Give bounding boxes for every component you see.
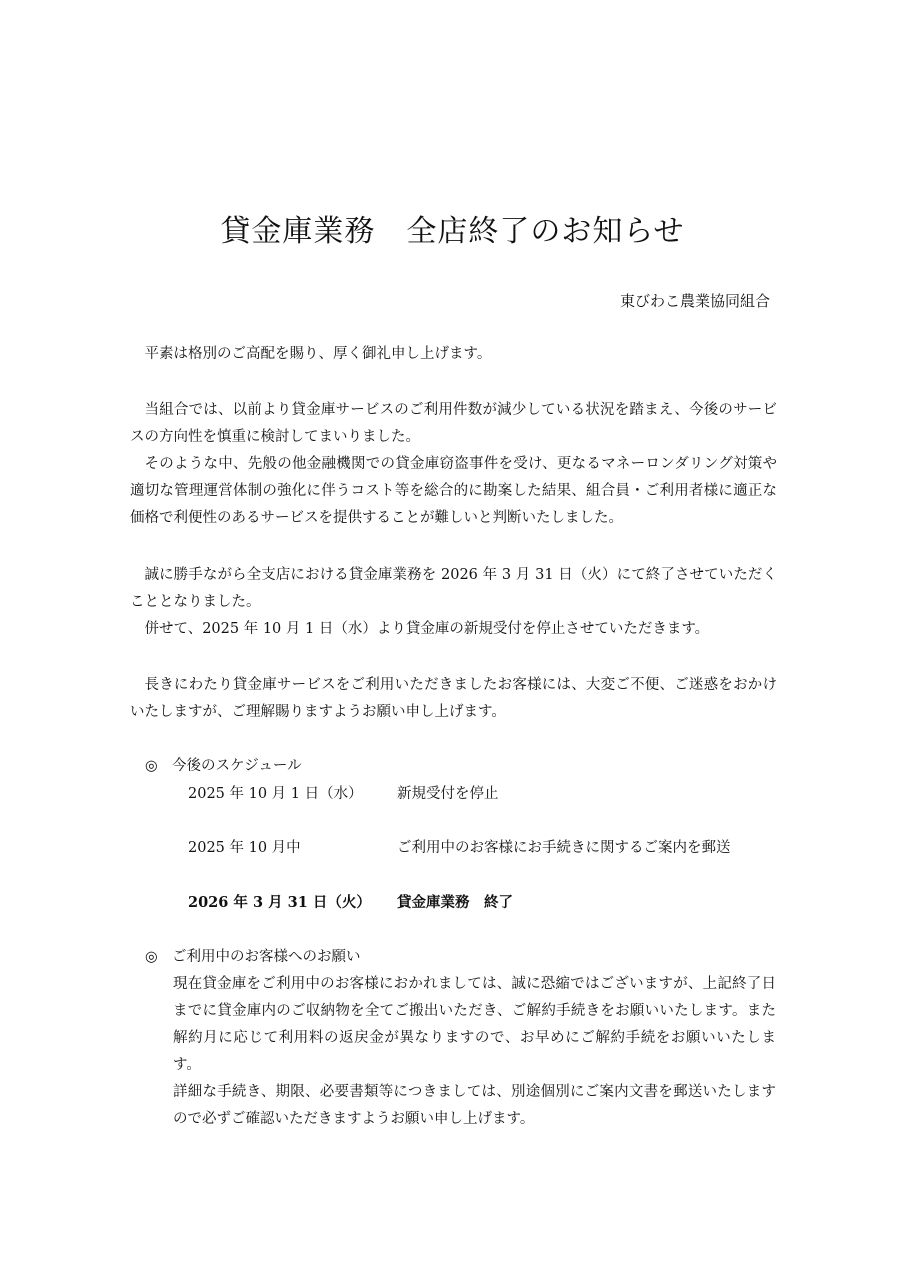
greeting-block — [130, 341, 777, 368]
announcement-block — [130, 562, 777, 643]
request-block — [173, 971, 776, 1133]
bullet-mark: ◎ — [145, 949, 158, 965]
background-block — [130, 397, 777, 532]
schedule-event: 新規受付を停止 — [397, 786, 499, 802]
greeting-paragraph: 平素は格別のご高配を賜り、厚く御礼申し上げます。 — [144, 346, 492, 362]
schedule-date: 2026 年 3 月 31 日（火） — [188, 894, 371, 911]
apology-paragraph: 長きにわたり貸金庫サービスをご利用いただきましたお客様には、大変ご不便、ご迷惑をおかけいたしますが、ご理解賜りますようお願い申し上げます。 — [130, 677, 777, 720]
apology-block — [130, 672, 777, 726]
announcement-paragraph-1: 誠に勝手ながら全支店における貸金庫業務を 2026 年 3 月 31 日（火）にて終了させていただくこととなりました。 — [130, 567, 777, 610]
organization-name: 東びわこ農業協同組合 — [619, 292, 770, 310]
request-heading — [145, 944, 361, 971]
request-heading-label: ご利用中のお客様へのお願い — [172, 949, 361, 965]
schedule-event: 貸金庫業務 終了 — [397, 894, 513, 911]
request-paragraph-2: 詳細な手続き、期限、必要書類等につきましては、別途個別にご案内文書を郵送いたしますので必ずご確認いただきますようお願い申し上げます。 — [173, 1084, 776, 1127]
announcement-paragraph-2: 併せて、2025 年 10 月 1 日（水）より貸金庫の新規受付を停止させていただきます。 — [144, 621, 710, 637]
schedule-date: 2025 年 10 月 1 日（水） — [188, 786, 363, 802]
schedule-event: ご利用中のお客様にお手続きに関するご案内を郵送 — [397, 840, 731, 856]
background-paragraph-2: そのような中、先般の他金融機関での貸金庫窃盗事件を受け、更なるマネーロンダリング対策や適切な管理運営体制の強化に伴うコスト等を総合的に勘案した結果、組合員・ご利用者様に適正な価格で利便性のあるサービスを提供することが難しいと判断いたしました。 — [130, 456, 777, 526]
bullet-mark: ◎ — [145, 758, 158, 774]
schedule-heading-label: 今後のスケジュール — [172, 758, 302, 774]
schedule-heading — [145, 753, 302, 780]
schedule-date: 2025 年 10 月中 — [188, 840, 301, 856]
page-title: 貸金庫業務 全店終了のお知らせ — [220, 214, 685, 249]
request-paragraph-1: 現在貸金庫をご利用中のお客様におかれましては、誠に恐縮ではございますが、上記終了日までに貸金庫内のご収納物を全てご搬出いただき、ご解約手続きをお願いいたします。また解約月に応じて利用料の返戻金が異なりますので、お早めにご解約手続をお願いいたします。 — [173, 976, 776, 1073]
background-paragraph-1: 当組合では、以前より貸金庫サービスのご利用件数が減少している状況を踏まえ、今後のサービスの方向性を慎重に検討してまいりました。 — [130, 402, 777, 445]
